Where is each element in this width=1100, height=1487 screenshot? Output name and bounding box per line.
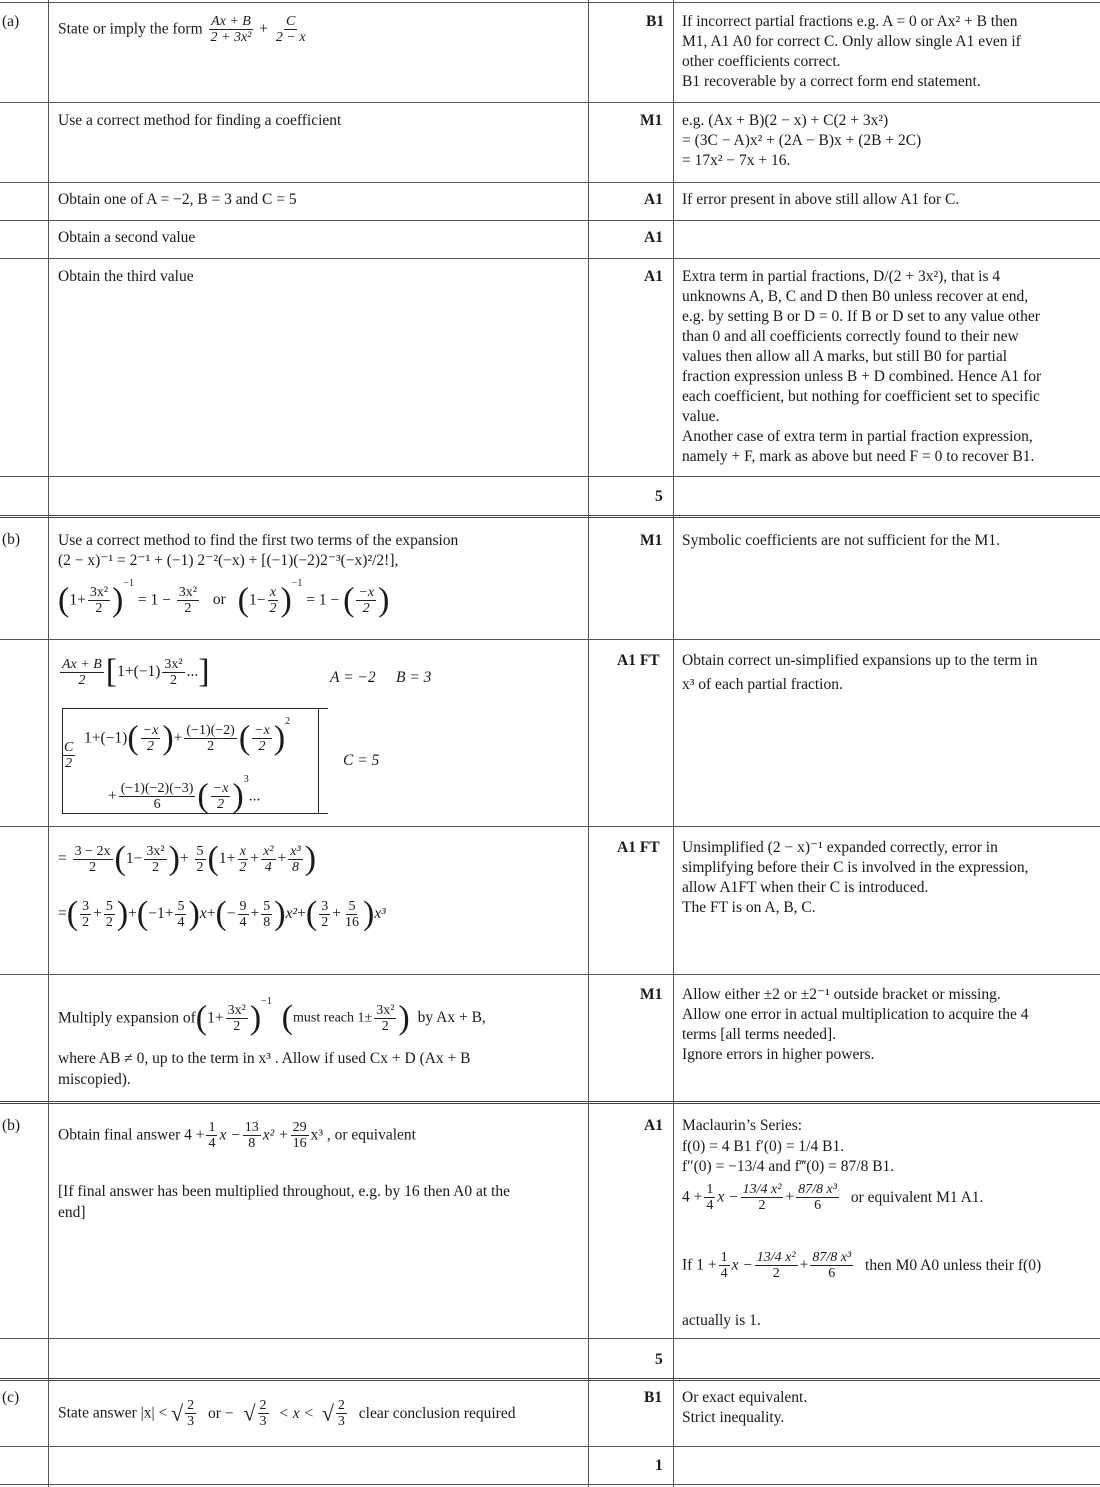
- answer-text: State or imply the form $\frac{Ax + B}{\text{2 + 3x²}}$ + $\frac{C}{2 - x}$: [58, 14, 306, 45]
- mark-code: B1: [646, 13, 665, 30]
- part-label: (c): [2, 1389, 20, 1406]
- col-divider: [588, 0, 589, 1487]
- answer-formula: (1+ $\frac{\text{3x²}}{2}$ )$^{-1}$ = 1 − $\frac{\text{3x²}}{2}$ or (1− $\frac{x}{2}$ )$^{-1}$ = 1 − ( $\frac{-x}{2}$ ): [58, 578, 390, 619]
- answer-text: Obtain one of A = −2, B = 3 and C = 5: [58, 191, 297, 208]
- part-label: (a): [2, 13, 20, 30]
- bracket-right: [312, 708, 319, 814]
- mark-code: A1: [644, 191, 663, 208]
- coefficient-c: C = 5: [343, 752, 380, 769]
- maclaurin-expression: If 1 + $\frac{1}{4}$ x − $\frac{\text{13/4 x²}}{2}$ + $\frac{\text{87/8 x³}}{6}$ then M0 A0 unless their f(0): [682, 1250, 1042, 1281]
- row-divider: [0, 182, 1100, 183]
- row-divider: [0, 826, 1100, 827]
- guidance-note: If error present in above still allow A1 for C.: [682, 191, 960, 208]
- total-marks: 1: [655, 1457, 663, 1474]
- mark-code: B1: [644, 1389, 663, 1406]
- guidance-note: Or exact equivalent.: [682, 1389, 808, 1406]
- col-divider: [673, 0, 674, 1487]
- mark-code: A1 FT: [617, 839, 660, 856]
- final-answer: Obtain final answer 4 + $\frac{1}{4}$ x − $\frac{13}{8}$ x² + $\frac{29}{16}$ x³ , or equivalent: [58, 1120, 416, 1151]
- answer-formula: (2 − x)⁻¹ = 2⁻¹ + (−1) 2⁻²(−x) + [(−1)(−2)2⁻³(−x)²/2!],: [58, 552, 399, 569]
- answer-text: where AB ≠ 0, up to the term in x³ . Allow if used Cx + D (Ax + B: [58, 1050, 471, 1067]
- guidance-note: Allow either ±2 or ±2⁻¹ outside bracket or missing. Allow one error in actual multiplication to acquire the 4 terms [all terms needed]. Ignore errors in higher powers.: [682, 986, 1029, 1063]
- guidance-note: If incorrect partial fractions e.g. A = 0 or Ax² + B then M1, A1 A0 for correct C. Only allow single A1 even if other coefficients correct. B1 recoverable by a correct form end statement.: [682, 13, 1021, 90]
- answer-text: Obtain a second value: [58, 229, 196, 246]
- mark-code: A1 FT: [617, 652, 660, 669]
- row-divider: [0, 476, 1100, 477]
- answer-formula: Multiply expansion of(1+ $\frac{\text{3x²}}{2}$ )$^{-1}$ (must reach 1± $\frac{\text{3x²}}{2}$ ) by Ax + B,: [58, 996, 486, 1037]
- coefficient-b: B = 3: [396, 669, 432, 686]
- answer-text: Use a correct method to find the first two terms of the expansion: [58, 532, 459, 549]
- mark-code: M1: [640, 112, 663, 129]
- guidance-note: Maclaurin’s Series:: [682, 1117, 803, 1134]
- answer-text: [If final answer has been multiplied throughout, e.g. by 16 then A0 at the: [58, 1183, 510, 1200]
- part-divider: [0, 1378, 1100, 1381]
- total-marks: 5: [655, 488, 663, 505]
- answer-formula: $\frac{Ax + B}{2}$ [1+(−1) $\frac{\text{3x²}}{2}$ ...]: [62, 653, 210, 690]
- mark-code: M1: [640, 532, 663, 549]
- answer-formula: + $\frac{(-1)(-2)(-3)}{6}$ ( $\frac{-x}{2}$ )$^3$...: [108, 774, 261, 815]
- guidance-note: f(0) = 4 B1 f′(0) = 1/4 B1.: [682, 1138, 845, 1155]
- guidance-note: f″(0) = −13/4 and f‴(0) = 87/8 B1.: [682, 1158, 895, 1175]
- part-label: (b): [2, 531, 21, 548]
- answer-formula: 1+(−1)( $\frac{-x}{2}$ )+ $\frac{(-1)(-2)}{2}$ ( $\frac{-x}{2}$ )$^2$: [84, 716, 291, 757]
- row-divider: [0, 220, 1100, 221]
- answer-text: Use a correct method for finding a coefficient: [58, 112, 342, 129]
- row-divider: [0, 1446, 1100, 1447]
- col-divider: [48, 0, 49, 1487]
- total-marks: 5: [655, 1351, 663, 1368]
- maclaurin-expression: 4 + $\frac{1}{4}$ x − $\frac{\text{13/4 x²}}{2}$ + $\frac{\text{87/8 x³}}{6}$ or equivalent M1 A1.: [682, 1182, 984, 1213]
- answer-formula: =( $\frac{3}{2}$ + $\frac{5}{2}$ )+(−1+ $\frac{5}{4}$ )x+(− $\frac{9}{4}$ + $\frac{5}{8}$ )x²+( $\frac{3}{2}$ + $\frac{5}{16}$ )x³: [58, 895, 386, 932]
- part-divider: [0, 1101, 1100, 1104]
- row-divider: [0, 1338, 1100, 1339]
- guidance-note: Extra term in partial fractions, D/(2 + 3x²), that is 4 unknowns A, B, C and D then B0 unless recover at end, e.g. by setting B or D = 0. If B or D set to any value other than 0 and all coefficients correctly found to their new values then allow all A marks, but still B0 for partial fraction expression unless B + D combined. Hence A1 for each coefficient, but nothing for coefficient set to specific value. Another case of extra term in partial fraction expression, namely + F, mark as above but need F = 0 to recover B1.: [682, 268, 1042, 465]
- row-divider: [0, 102, 1100, 103]
- row-divider: [0, 974, 1100, 975]
- table-border-top: [0, 2, 1100, 3]
- guidance-note: Unsimplified (2 − x)⁻¹ expanded correctly, error in simplifying before their C is involved in the expression, allow A1FT when their C is introduced. The FT is on A, B, C.: [682, 839, 1029, 916]
- row-divider: [0, 639, 1100, 640]
- table-border-bottom: [0, 1484, 1100, 1485]
- answer-text: miscopied).: [58, 1071, 131, 1088]
- part-label: (b): [2, 1117, 21, 1134]
- part-divider: [0, 515, 1100, 518]
- guidance-note: e.g. (Ax + B)(2 − x) + C(2 + 3x²) = (3C − A)x² + (2A − B)x + (2B + 2C) = 17x² − 7x + 16.: [682, 112, 922, 169]
- guidance-note: actually is 1.: [682, 1312, 761, 1329]
- mark-code: A1: [644, 229, 663, 246]
- answer-text: State answer |x| < √ $\frac{2}{3}$ or − √ $\frac{2}{3}$ < x < √ $\frac{2}{3}$ clear conclusion required: [58, 1398, 516, 1429]
- mark-code: A1: [644, 1117, 663, 1134]
- answer-formula: $\frac{C}{2}$: [64, 740, 74, 771]
- answer-formula: = $\frac{3 - 2x}{2}$ (1− $\frac{\text{3x²}}{2}$ )+ $\frac{5}{2}$ (1+ $\frac{x}{2}$ + $\frac{\text{x²}}{4}$ + $\frac{\text{x³}}{8}$ ): [58, 840, 317, 877]
- guidance-note: Obtain correct un-simplified expansions up to the term in x³ of each partial fraction.: [682, 652, 1038, 693]
- row-divider: [0, 258, 1100, 259]
- coefficient-a: A = −2: [330, 669, 376, 686]
- mark-code: A1: [644, 268, 663, 285]
- answer-text: Obtain the third value: [58, 268, 194, 285]
- guidance-note: Strict inequality.: [682, 1409, 785, 1426]
- mark-code: M1: [640, 986, 663, 1003]
- answer-text: end]: [58, 1204, 86, 1221]
- guidance-note: Symbolic coefficients are not sufficient for the M1.: [682, 532, 1000, 549]
